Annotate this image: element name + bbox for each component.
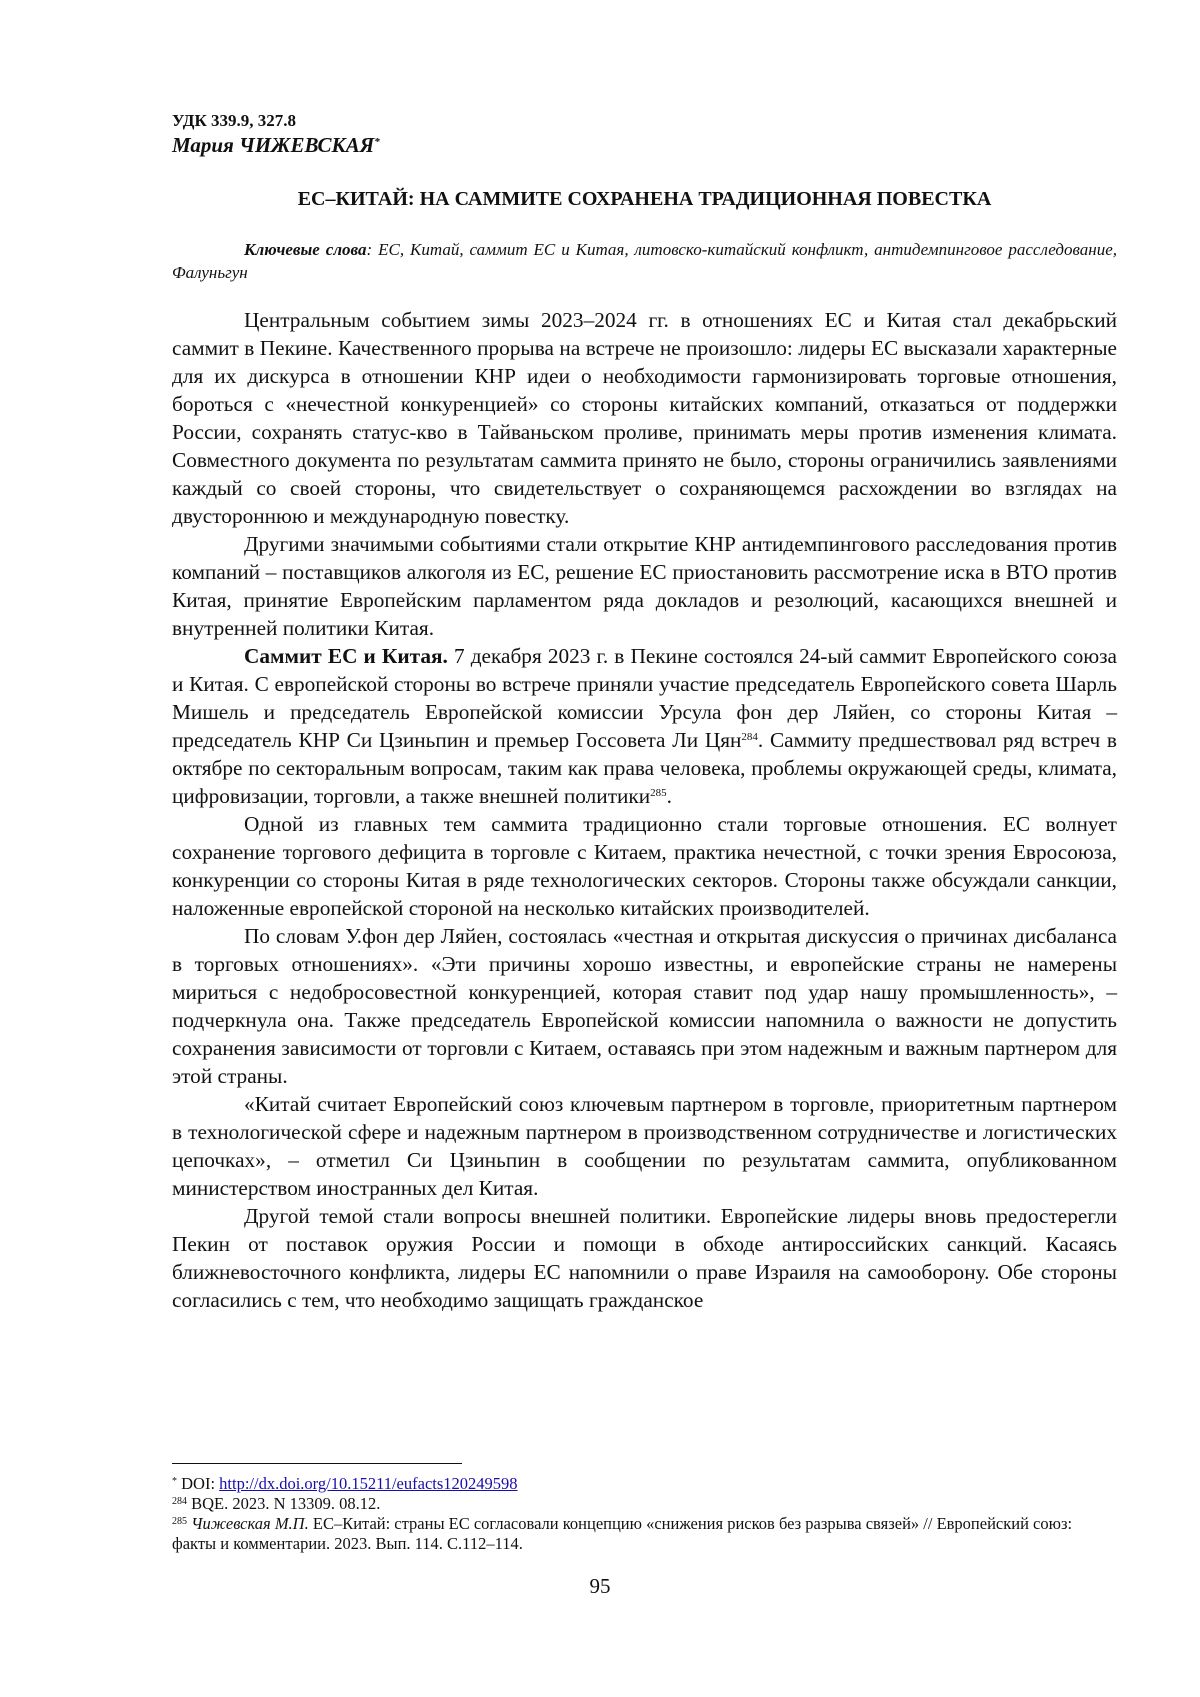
paragraph-3-text-b: . Саммиту предшествовал ряд встреч в октябре по секторальным вопросам, таким как права человека, проблемы окружающей среды, климата, цифровизации, торговли, а также внешней политики [172,728,1117,808]
author-name [172,132,1117,158]
footnote-285-text: ЕС–Китай: страны ЕС согласовали концепцию «снижения рисков без разрыва связей» // Европейский союз: факты и комментарии. 2023. Вып. 114. С.112–114. [172,1514,1073,1553]
footnote-ref-284[interactable]: 284 [741,731,758,743]
keywords [172,238,1117,284]
paragraph-3-text-c: . [666,784,672,808]
udc-code: УДК 339.9, 327.8 [172,111,297,130]
paragraph-5: По словам У.фон дер Ляйен, состоялась «честная и открытая дискуссия о причинах дисбаланса в торговых отношениях». «Эти причины хорошо известны, и европейские страны не намерены мириться с недобросовестной конкуренцией, которая ставит под удар нашу промышленность», – подчеркнула она. Также председатель Европейской комиссии напомнила о важности не допустить сохранения зависимости от торговли с Китаем, оставаясь при этом надежным и важным партнером для этой страны. [172,924,1117,1088]
footnote-divider [172,1463,462,1464]
doi-link[interactable]: http://dx.doi.org/10.15211/eufacts120249598 [219,1474,518,1493]
paragraph-6: «Китай считает Европейский союз ключевым партнером в торговле, приоритетным партнером в технологической сфере и надежным партнером в производственном сотрудничестве и логистических цепочках», – отметил Си Цзиньпин в сообщении по результатам саммита, опубликованном министерством иностранных дел Китая. [172,1092,1117,1200]
article-body [172,306,1117,1314]
doi-prefix: DOI: [177,1474,220,1493]
keywords-text: : ЕС, Китай, саммит ЕС и Китая, литовско-китайский конфликт, антидемпинговое расследование, Фалуньгун [172,240,1117,282]
paragraph-3 [172,642,1117,810]
page-number: 95 [589,1574,611,1598]
paragraph-3-text-a: 7 декабря 2023 г. в Пекине состоялся 24-ый саммит Европейского союза и Китая. С европейской стороны во встрече приняли участие председатель Европейского совета Шарль Мишель и председатель Европейской комиссии Урсула фон дер Ляйен, со стороны Китая – председатель КНР Си Цзиньпин и премьер Госсовета Ли Цян [172,644,1118,752]
paragraph-4: Одной из главных тем саммита традиционно стали торговые отношения. ЕС волнует сохранение торгового дефицита в торговле с Китаем, практика нечестной, с точки зрения Евросоюза, конкуренции со стороны Китая в ряде технологических секторов. Стороны также обсуждали санкции, наложенные европейской стороной на несколько китайских производителей. [172,812,1117,920]
footnote-ref-285[interactable]: 285 [650,787,667,799]
author-text: Мария ЧИЖЕВСКАЯ [172,133,375,157]
footnote-doi [172,1474,1117,1494]
article-title: ЕС–КИТАЙ: НА САММИТЕ СОХРАНЕНА ТРАДИЦИОННАЯ ПОВЕСТКА [297,188,992,210]
paragraph-2: Другими значимыми событиями стали открытие КНР антидемпингового расследования против компаний – поставщиков алкоголя из ЕС, решение ЕС приостановить рассмотрение иска в ВТО против Китая, принятие Европейским парламентом ряда докладов и резолюций, касающихся внешней и внутренней политики Китая. [172,532,1117,640]
section-lead: Саммит ЕС и Китая. [244,644,448,668]
footnote-mark-285: 285 [172,1516,187,1527]
footnote-285-author: Чижевская М.П. [187,1514,309,1533]
footnotes [172,1463,1117,1554]
keywords-label: Ключевые слова [244,240,367,259]
footnote-284-text: BQE. 2023. N 13309. 08.12. [187,1494,381,1513]
paragraph-7: Другой темой стали вопросы внешней политики. Европейские лидеры вновь предостерегли Пекин от поставок оружия России и помощи в обходе антироссийских санкций. Касаясь ближневосточного конфликта, лидеры ЕС напомнили о праве Израиля на самооборону. Обе стороны согласились с тем, что необходимо защищать гражданское [172,1204,1117,1312]
author-footnote-mark: * [374,136,380,148]
footnote-284 [172,1494,1117,1514]
footnote-285 [172,1514,1117,1554]
paragraph-1: Центральным событием зимы 2023–2024 гг. в отношениях ЕС и Китая стал декабрьский саммит в Пекине. Качественного прорыва на встрече не произошло: лидеры ЕС высказали характерные для их дискурса в отношении КНР идеи о необходимости гармонизировать торговые отношения, бороться с «нечестной конкуренцией» со стороны китайских компаний, отказаться от поддержки России, сохранять статус-кво в Тайваньском проливе, принимать меры против изменения климата. Совместного документа по результатам саммита принято не было, стороны ограничились заявлениями каждый со своей стороны, что свидетельствует о сохраняющемся расхождении во взглядах на двустороннюю и международную повестку. [172,308,1117,528]
footnote-mark-284: 284 [172,1496,187,1507]
footnote-mark-star: * [172,1476,177,1487]
article [172,110,1117,1314]
